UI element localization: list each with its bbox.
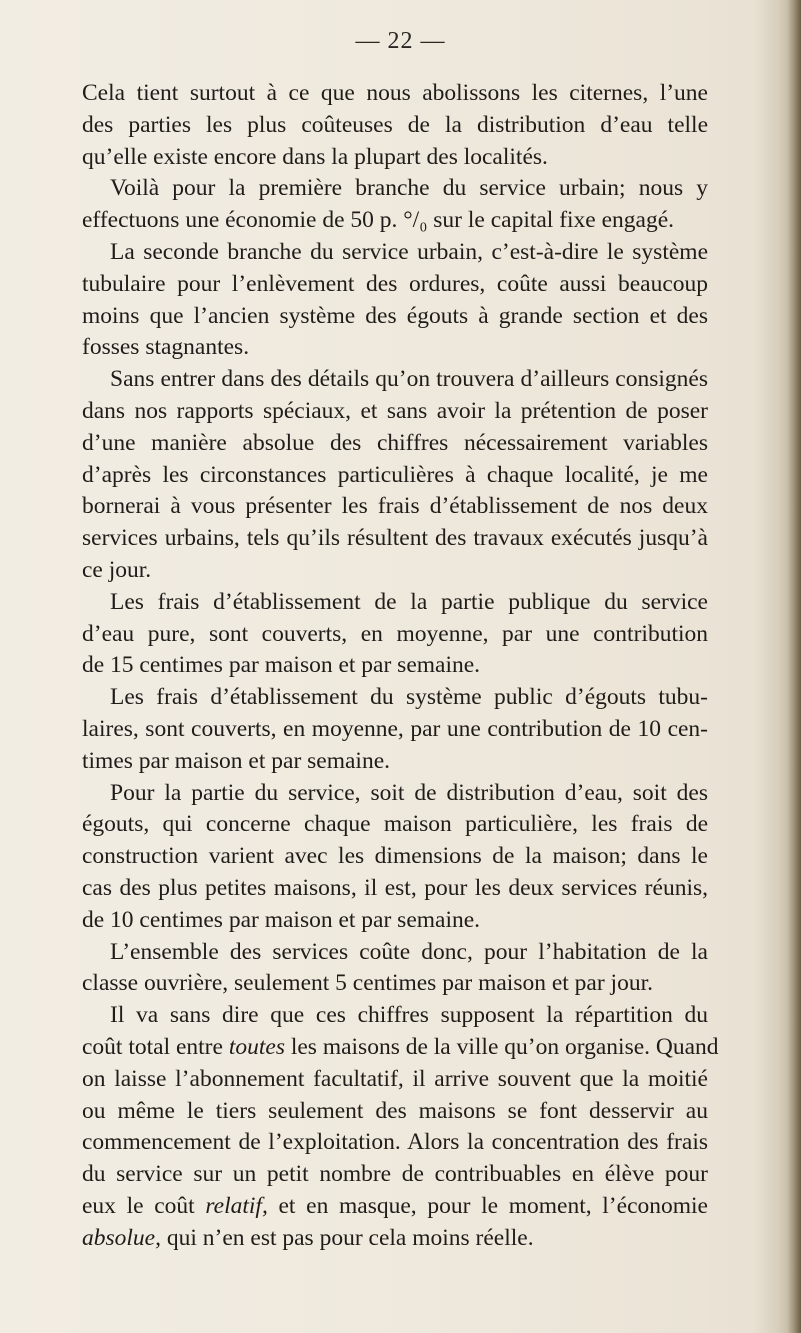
text-line: construction varient avec les dimensions de la maison; dans le — [82, 843, 708, 870]
italic-run: relatif, — [205, 1192, 268, 1219]
text-line: times par maison et par semaine. — [82, 747, 391, 774]
text-line: classe ouvrière, seulement 5 centimes par maison et par jour. — [82, 970, 653, 997]
text-run: et en masque, pour le moment, l’économie — [267, 1192, 708, 1219]
text-run: coût total entre — [82, 1033, 229, 1060]
text-line: qu’elle existe encore dans la plupart des localités. — [82, 143, 548, 170]
text-line: tubulaire pour l’enlèvement des ordures, coûte aussi beaucoup — [82, 270, 708, 297]
text-line: des parties les plus coûteuses de la distribution d’eau telle — [82, 111, 708, 138]
text-line — [82, 1223, 708, 1255]
text-line: services urbains, tels qu’ils résultent des travaux exécutés jusqu’à — [82, 525, 708, 552]
text-line: égouts, qui concerne chaque maison particulière, les frais de — [82, 811, 708, 838]
text-line: du service sur un petit nombre de contribuables en élève pour — [82, 1161, 708, 1188]
text-line: La seconde branche du service urbain, c’est-à-dire le système — [110, 238, 708, 265]
text-line: bornerai à vous présenter les frais d’établissement de nos deux — [82, 493, 708, 520]
text-run: les maisons de la ville qu’on organise. Quand — [284, 1033, 719, 1060]
italic-run: absolue, — [82, 1224, 161, 1251]
text-run: eux le coût — [82, 1192, 206, 1219]
text-line: moins que l’ancien système des égouts à grande section et des — [82, 302, 708, 329]
text-line: Il va sans dire que ces chiffres supposent la répartition du — [110, 1002, 708, 1029]
text-line: commencement de l’exploitation. Alors la concentration des frais — [82, 1129, 708, 1156]
text-line: Voilà pour la première branche du service urbain; nous y — [110, 175, 708, 202]
text-line: Cela tient surtout à ce que nous abolissons les citernes, l’une — [82, 80, 708, 106]
text-line: ce jour. — [82, 556, 152, 583]
text-line: cas des plus petites maisons, il est, pour les deux services réunis, — [82, 874, 708, 901]
page-edge-shadow — [787, 0, 801, 1333]
text-line: d’après les circonstances particulières à chaque localité, je me — [82, 461, 708, 488]
text-line: L’ensemble des services coûte donc, pour l’habitation de la — [110, 938, 708, 965]
page-number: — 22 — — [355, 28, 446, 54]
text-line: Sans entrer dans des détails qu’on trouvera d’ailleurs consignés — [110, 366, 708, 393]
text-line: d’une manière absolue des chiffres nécessairement variables — [82, 429, 708, 456]
text-line: laires, sont couverts, en moyenne, par une contribution de 10 cen- — [82, 715, 708, 742]
text-line: ou même le tiers seulement des maisons se font desservir au — [82, 1097, 708, 1124]
text-line: on laisse l’abonnement facultatif, il arrive souvent que la moitié — [82, 1065, 708, 1092]
text-line: dans nos rapports spéciaux, et sans avoir la prétention de poser — [82, 397, 708, 424]
italic-run: toutes — [228, 1033, 285, 1060]
text-line: d’eau pure, sont couverts, en moyenne, par une contribution — [82, 620, 708, 647]
text-line: Les frais d’établissement du système public d’égouts tubu- — [110, 684, 708, 711]
text-line: de 15 centimes par maison et par semaine. — [82, 652, 481, 679]
body-text — [82, 78, 719, 1254]
text-line — [82, 1191, 708, 1223]
text-line: Les frais d’établissement de la partie publique du service — [110, 588, 708, 615]
text-line — [82, 1032, 719, 1064]
text-line: de 10 centimes par maison et par semaine. — [82, 906, 481, 933]
text-line: Pour la partie du service, soit de distribution d’eau, soit des — [110, 779, 708, 806]
text-line: fosses stagnantes. — [82, 334, 250, 361]
text-run: qui n’en est pas pour cela moins réelle. — [160, 1224, 534, 1251]
text-line: effectuons une économie de 50 p. °/₀ sur le capital fixe engagé. — [82, 207, 675, 234]
